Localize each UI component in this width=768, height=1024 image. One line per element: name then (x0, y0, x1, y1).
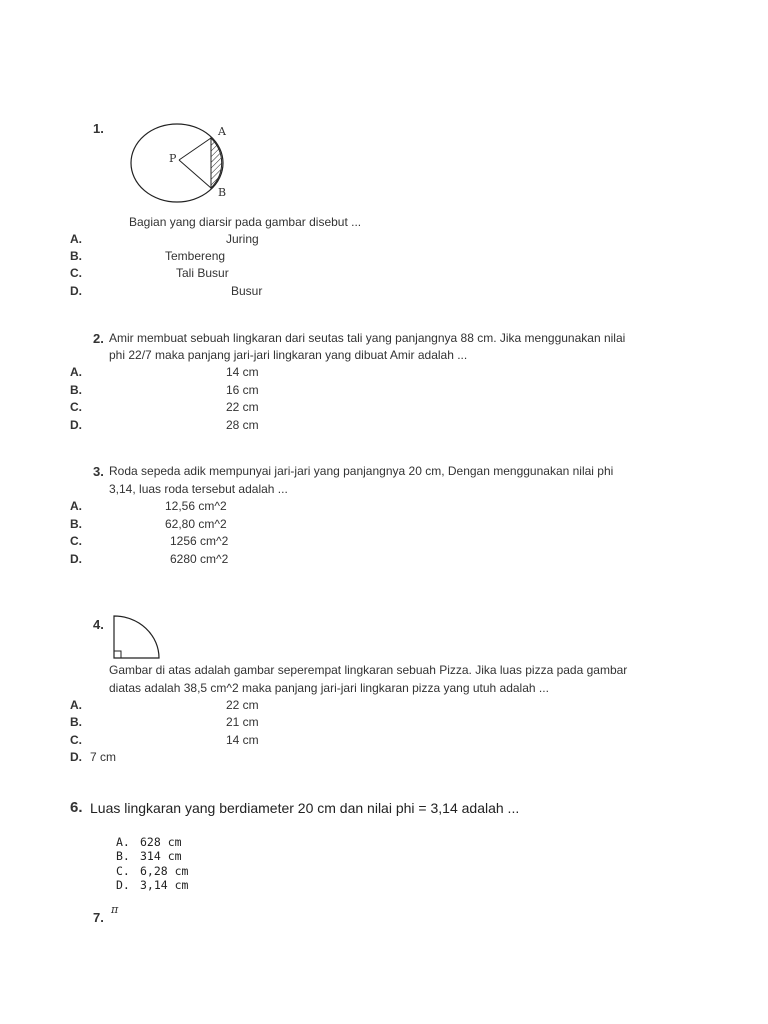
question-2-line-1: Amir membuat sebuah lingkaran dari seutas tali yang panjangnya 88 cm. Jika menggunakan nilai (109, 331, 626, 345)
q4-option-c-text: 14 cm (226, 733, 259, 747)
q3-option-c-text: 1256 cm^2 (170, 534, 229, 548)
q2-option-a-text: 14 cm (226, 365, 259, 379)
q3-option-b-text: 62,80 cm^2 (165, 517, 227, 531)
q4-option-d-text: 7 cm (90, 750, 117, 764)
q2-option-b-text: 16 cm (226, 383, 259, 397)
q1-option-d-letter: D. (70, 284, 82, 298)
pi-symbol: π (111, 903, 119, 916)
question-4-line-1: Gambar di atas adalah gambar seperempat lingkaran sebuah Pizza. Jika luas pizza pada gambar (109, 663, 628, 677)
q6-option-a-text: 628 cm (140, 835, 182, 849)
q1-option-b-text: Tembereng (165, 249, 226, 263)
q4-option-a-letter: A. (70, 698, 82, 712)
q4-option-a-text: 22 cm (226, 698, 259, 712)
question-7-number: 7. (93, 910, 104, 925)
q2-option-b-letter: B. (70, 383, 82, 397)
q3-option-d-letter: D. (70, 552, 82, 566)
q1-option-a-text: Juring (226, 232, 259, 246)
q6-option-a-letter: A. (116, 835, 130, 849)
question-2-line-2: phi 22/7 maka panjang jari-jari lingkaran yang dibuat Amir adalah ... (109, 348, 468, 362)
q4-option-b-letter: B. (70, 715, 82, 729)
q6-option-d-text: 3,14 cm (140, 878, 189, 892)
q1-option-b-letter: B. (70, 249, 82, 263)
point-b-label: B (218, 186, 227, 199)
q1-option-c-text: Tali Busur (176, 266, 229, 280)
q6-option-d-letter: D. (116, 878, 130, 892)
question-6-number: 6. (70, 799, 83, 816)
q6-option-b-letter: B. (116, 849, 130, 863)
question-3-number: 3. (93, 464, 104, 479)
q3-option-d-text: 6280 cm^2 (170, 552, 229, 566)
q1-option-d-text: Busur (231, 284, 263, 298)
q1-option-c-letter: C. (70, 266, 82, 280)
question-1-number: 1. (93, 121, 104, 136)
q2-option-d-letter: D. (70, 418, 82, 432)
q3-option-a-letter: A. (70, 499, 82, 513)
q3-option-c-letter: C. (70, 534, 82, 548)
question-4-line-2: diatas adalah 38,5 cm^2 maka panjang jari-jari lingkaran pizza yang utuh adalah ... (109, 681, 549, 695)
q2-option-c-letter: C. (70, 400, 82, 414)
q2-option-c-text: 22 cm (226, 400, 259, 414)
q3-option-a-text: 12,56 cm^2 (165, 499, 227, 513)
q3-option-b-letter: B. (70, 517, 82, 531)
point-p-label: P (169, 152, 177, 165)
q4-option-b-text: 21 cm (226, 715, 259, 729)
question-6-text: Luas lingkaran yang berdiameter 20 cm dan nilai phi = 3,14 adalah ... (90, 800, 520, 816)
question-4-number: 4. (93, 617, 104, 632)
question-3-line-2: 3,14, luas roda tersebut adalah ... (109, 482, 288, 496)
q4-option-c-letter: C. (70, 733, 82, 747)
quarter-circle-diagram (112, 614, 164, 660)
question-1-text: Bagian yang diarsir pada gambar disebut ... (129, 215, 362, 229)
point-a-label: A (218, 125, 226, 138)
q6-option-c-letter: C. (116, 864, 130, 878)
q2-option-d-text: 28 cm (226, 418, 259, 432)
q6-option-b-text: 314 cm (140, 849, 182, 863)
q6-option-c-text: 6,28 cm (140, 864, 189, 878)
q1-option-a-letter: A. (70, 232, 82, 246)
q2-option-a-letter: A. (70, 365, 82, 379)
q4-option-d-letter: D. (70, 750, 82, 764)
question-3-line-1: Roda sepeda adik mempunyai jari-jari yang panjangnya 20 cm, Dengan menggunakan nilai phi (109, 464, 614, 478)
question-2-number: 2. (93, 331, 104, 346)
